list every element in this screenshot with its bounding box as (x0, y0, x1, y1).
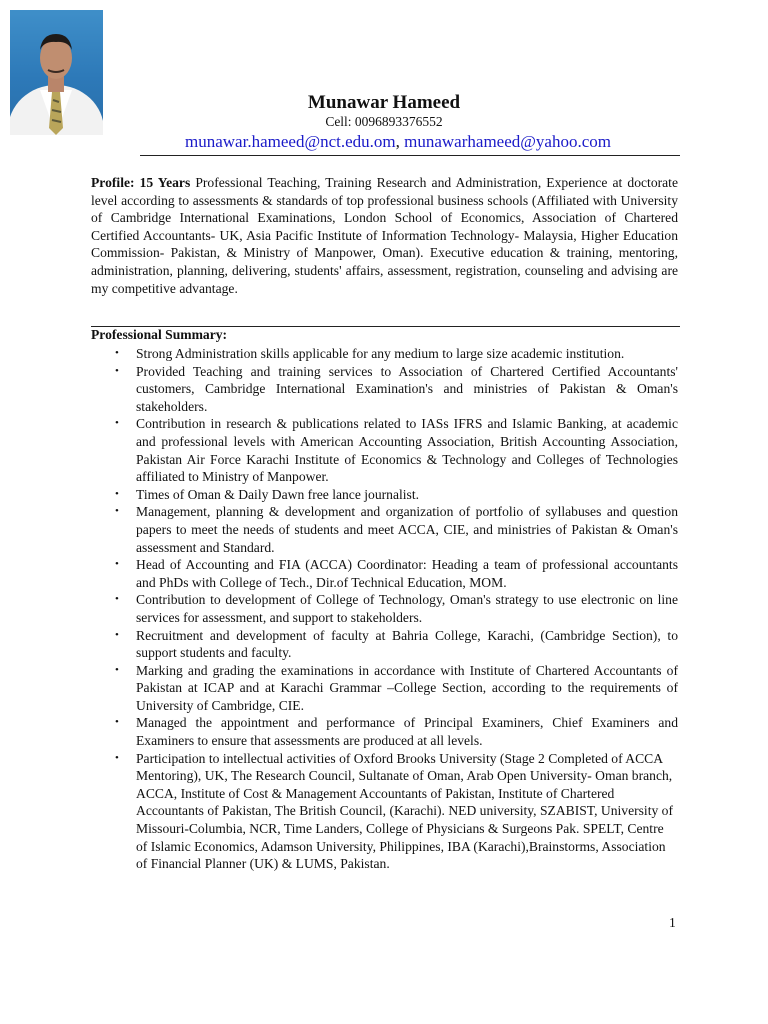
professional-summary-heading: Professional Summary: (91, 327, 228, 342)
email-separator: , (395, 132, 400, 151)
bullet-icon: • (115, 628, 119, 641)
profile-label: Profile: 15 Years (91, 175, 191, 190)
bullet-icon: • (115, 663, 119, 676)
bullet-icon: • (115, 487, 119, 500)
email-line (0, 132, 768, 152)
list-item (91, 662, 678, 715)
bullet-icon: • (115, 593, 119, 606)
list-item-text: Marking and grading the examinations in accordance with Institute of Chartered Accountants of Pakistan at ICAP and at Karachi Grammar –College Section, according to the requirements of University of Cambridge, CIE. (136, 662, 678, 713)
list-item (91, 714, 678, 749)
list-item-text: Managed the appointment and performance of Principal Examiners, Chief Examiners and Examiners to ensure that assessments are produced at all levels. (136, 715, 678, 749)
profile-text: Professional Teaching, Training Research and Administration, Experience at doctorate level according to assessments & standards of top professional business schools (Affiliated with University of Cambridge International Examinations, London School of Economics, Association of Chartered Certified Accountants- UK, Asia Pacific Institute of Information Technology- Malaysia, Higher Education Commission- Pakistan, & Ministry of Manpower, Oman). Executive education & training, mentoring, administration, planning, delivering, students' affairs, assessment, registration, counseling and advising are my competitive advantage. (91, 175, 678, 296)
list-item-text: Management, planning & development and organization of portfolio of syllabuses and question papers to meet the needs of students and meet ACCA, CIE, and ministries of Pakistan & Oman's assessment and Standard. (136, 504, 678, 555)
list-item-text: Strong Administration skills applicable for any medium to large size academic institution. (136, 346, 625, 361)
list-item-text: Head of Accounting and FIA (ACCA) Coordinator: Heading a team of professional accountants and PhDs with College of Tech., Dir.of Technical Education, MOM. (136, 557, 678, 590)
bullet-icon: • (115, 716, 119, 729)
list-item-text: Times of Oman & Daily Dawn free lance journalist. (136, 486, 420, 502)
list-item (91, 363, 678, 416)
professional-summary-list (91, 345, 678, 873)
list-item-text: Recruitment and development of faculty at Bahria College, Karachi, (Cambridge Section), to support students and faculty. (136, 627, 678, 661)
header-divider (140, 155, 680, 156)
list-item (91, 503, 678, 556)
list-item (91, 415, 678, 485)
list-item (91, 750, 678, 873)
page-number: 1 (669, 915, 676, 930)
bullet-icon: • (115, 558, 119, 571)
list-item-text: Contribution in research & publications related to IASs IFRS and Islamic Banking, at academic and professional levels with American Accounting Association, British Accounting Association, Pakistan Air Force Karachi Institute of Economics & Technology and Colleges of Technologies affiliated to Ministry of Manpower. (136, 416, 678, 485)
list-item (91, 556, 678, 591)
cell-number: Cell: 0096893376552 (325, 114, 443, 129)
candidate-name: Munawar Hameed (307, 92, 461, 113)
list-item (91, 591, 678, 626)
email-link-nct[interactable]: munawar.hameed@nct.edu.om (185, 132, 396, 151)
email-link-yahoo[interactable]: munawarhameed@yahoo.com (404, 132, 611, 151)
list-item-text: Contribution to development of College of Technology, Oman's strategy to use electronic on line services for assessment, and support to stakeholders. (136, 592, 678, 625)
bullet-icon: • (115, 751, 119, 764)
bullet-icon: • (115, 347, 119, 359)
list-item (91, 345, 678, 363)
bullet-icon: • (115, 364, 119, 377)
list-item-text: Participation to intellectual activities of Oxford Brooks University (Stage 2 Completed of ACCA Mentoring), UK, The Research Council, Sultanate of Oman, Arab Open University- Oman branch, ACCA, Institute of Cost & Management Accountants of Pakistan, Institute of Chartered Accountants of Pakistan, The British Council, (Karachi). NED university, SZABIST, University of Missouri-Columbia, NCR, Time Landers, College of Physicians & Surgeons Pak. SPELT, Centre of Islamic Economics, Adamson University, Philippines, IBA (Karachi),Brainstorms, Association of Financial Planner (UK) & LUMS, Pakistan. (136, 750, 673, 872)
bullet-icon: • (115, 505, 119, 518)
list-item (91, 486, 678, 504)
list-item-text: Provided Teaching and training services to Association of Chartered Certified Accountants' customers, Cambridge International Examination's and ministries of Pakistan & Oman's stakeholders. (136, 363, 678, 414)
bullet-icon: • (115, 417, 119, 430)
profile-paragraph (91, 174, 678, 297)
list-item (91, 627, 678, 662)
